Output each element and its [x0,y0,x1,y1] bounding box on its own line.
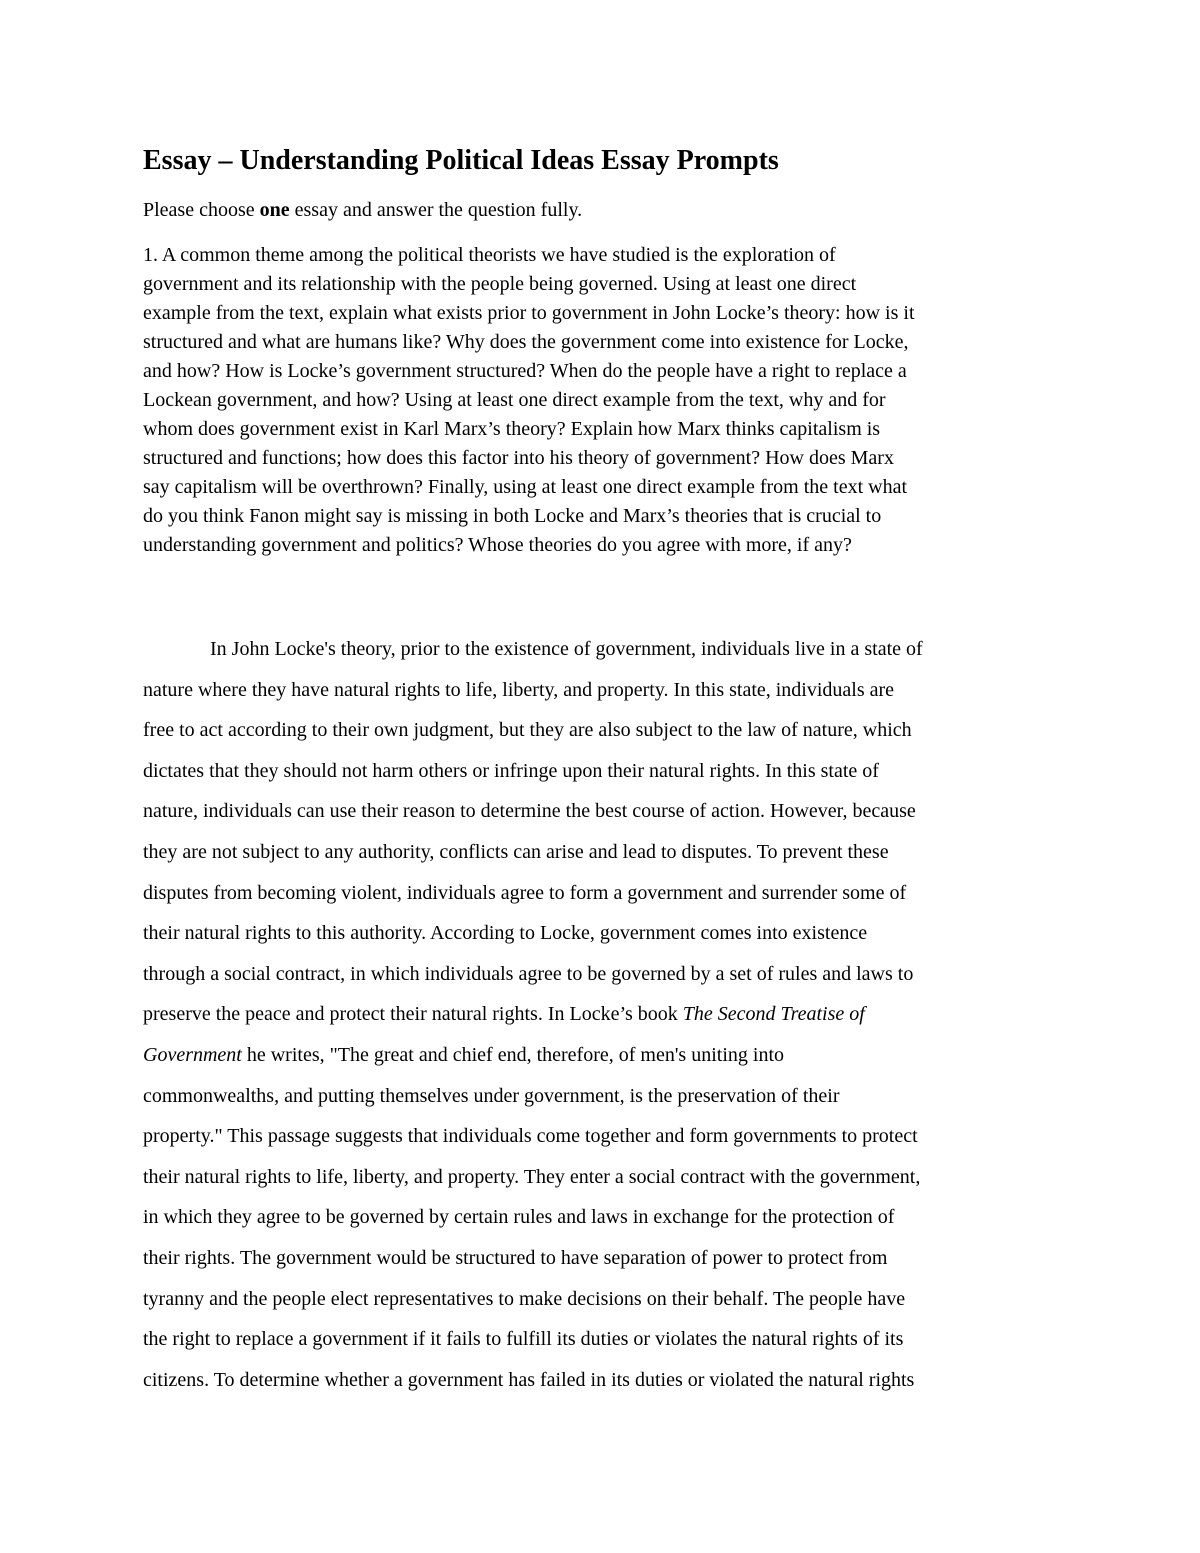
answer-line: their natural rights to this authority. According to Locke, government comes into existence [143,922,868,945]
answer-line: In John Locke's theory, prior to the existence of government, individuals live in a state of [210,638,923,660]
prompt-line: Lockean government, and how? Using at least one direct example from the text, why and for [143,389,886,411]
answer-line: nature, individuals can use their reason to determine the best course of action. However, because [143,800,916,823]
answer-line: their rights. The government would be structured to have separation of power to protect from [143,1246,888,1269]
answer-line: property." This passage suggests that individuals come together and form governments to protect [143,1125,918,1148]
essay-instruction [143,196,1063,224]
answer-line: dictates that they should not harm others or infringe upon their natural rights. In this state of [143,759,879,782]
answer-line: nature where they have natural rights to life, liberty, and property. In this state, individuals are [143,678,895,701]
prompt-line: understanding government and politics? Whose theories do you agree with more, if any? [143,534,852,556]
instruction-emphasis: one [259,199,290,221]
prompt-line: structured and what are humans like? Why does the government come into existence for Locke, [143,331,909,353]
essay-title: Essay – Understanding Political Ideas Essay Prompts [143,145,779,176]
prompt-line: government and its relationship with the people being governed. Using at least one direct [143,273,857,295]
book-title: Government [143,1043,242,1066]
essay-answer [143,629,1073,1400]
instruction-before: Please choose [143,199,260,221]
prompt-line: whom does government exist in Karl Marx’s theory? Explain how Marx thinks capitalism is [143,418,881,440]
essay-prompt [143,241,1068,560]
answer-line: free to act according to their own judgment, but they are also subject to the law of nature, which [143,719,912,742]
answer-line: commonwealths, and putting themselves under government, is the preservation of their [143,1084,840,1107]
prompt-line: structured and functions; how does this factor into his theory of government? How does Marx [143,447,894,469]
answer-line: citizens. To determine whether a government has failed in its duties or violated the natural rights [143,1368,915,1391]
prompt-line: say capitalism will be overthrown? Finally, using at least one direct example from the text what [143,476,908,498]
book-title: The Second Treatise of [682,1003,865,1026]
answer-line: the right to replace a government if it fails to fulfill its duties or violates the natural rights of its [143,1328,904,1351]
answer-line: disputes from becoming violent, individuals agree to form a government and surrender some of [143,881,907,904]
instruction-after: essay and answer the question fully. [289,199,583,221]
prompt-line: 1. A common theme among the political theorists we have studied is the exploration of [143,244,836,266]
answer-line [143,1035,1073,1076]
answer-line: through a social contract, in which individuals agree to be governed by a set of rules and laws to [143,962,914,985]
answer-text: preserve the peace and protect their natural rights. In Locke’s book [143,1003,683,1026]
prompt-line: and how? How is Locke’s government structured? When do the people have a right to replace a [143,360,907,382]
answer-text: he writes, "The great and chief end, therefore, of men's uniting into [241,1043,784,1066]
answer-line: their natural rights to life, liberty, and property. They enter a social contract with the government, [143,1165,921,1188]
answer-line: they are not subject to any authority, conflicts can arise and lead to disputes. To prevent these [143,840,889,863]
prompt-line: do you think Fanon might say is missing in both Locke and Marx’s theories that is crucial to [143,505,882,527]
answer-line [143,994,1073,1035]
prompt-line: example from the text, explain what exists prior to government in John Locke’s theory: how is it [143,302,915,324]
answer-line: in which they agree to be governed by certain rules and laws in exchange for the protection of [143,1206,895,1229]
answer-line: tyranny and the people elect representatives to make decisions on their behalf. The people have [143,1287,906,1310]
